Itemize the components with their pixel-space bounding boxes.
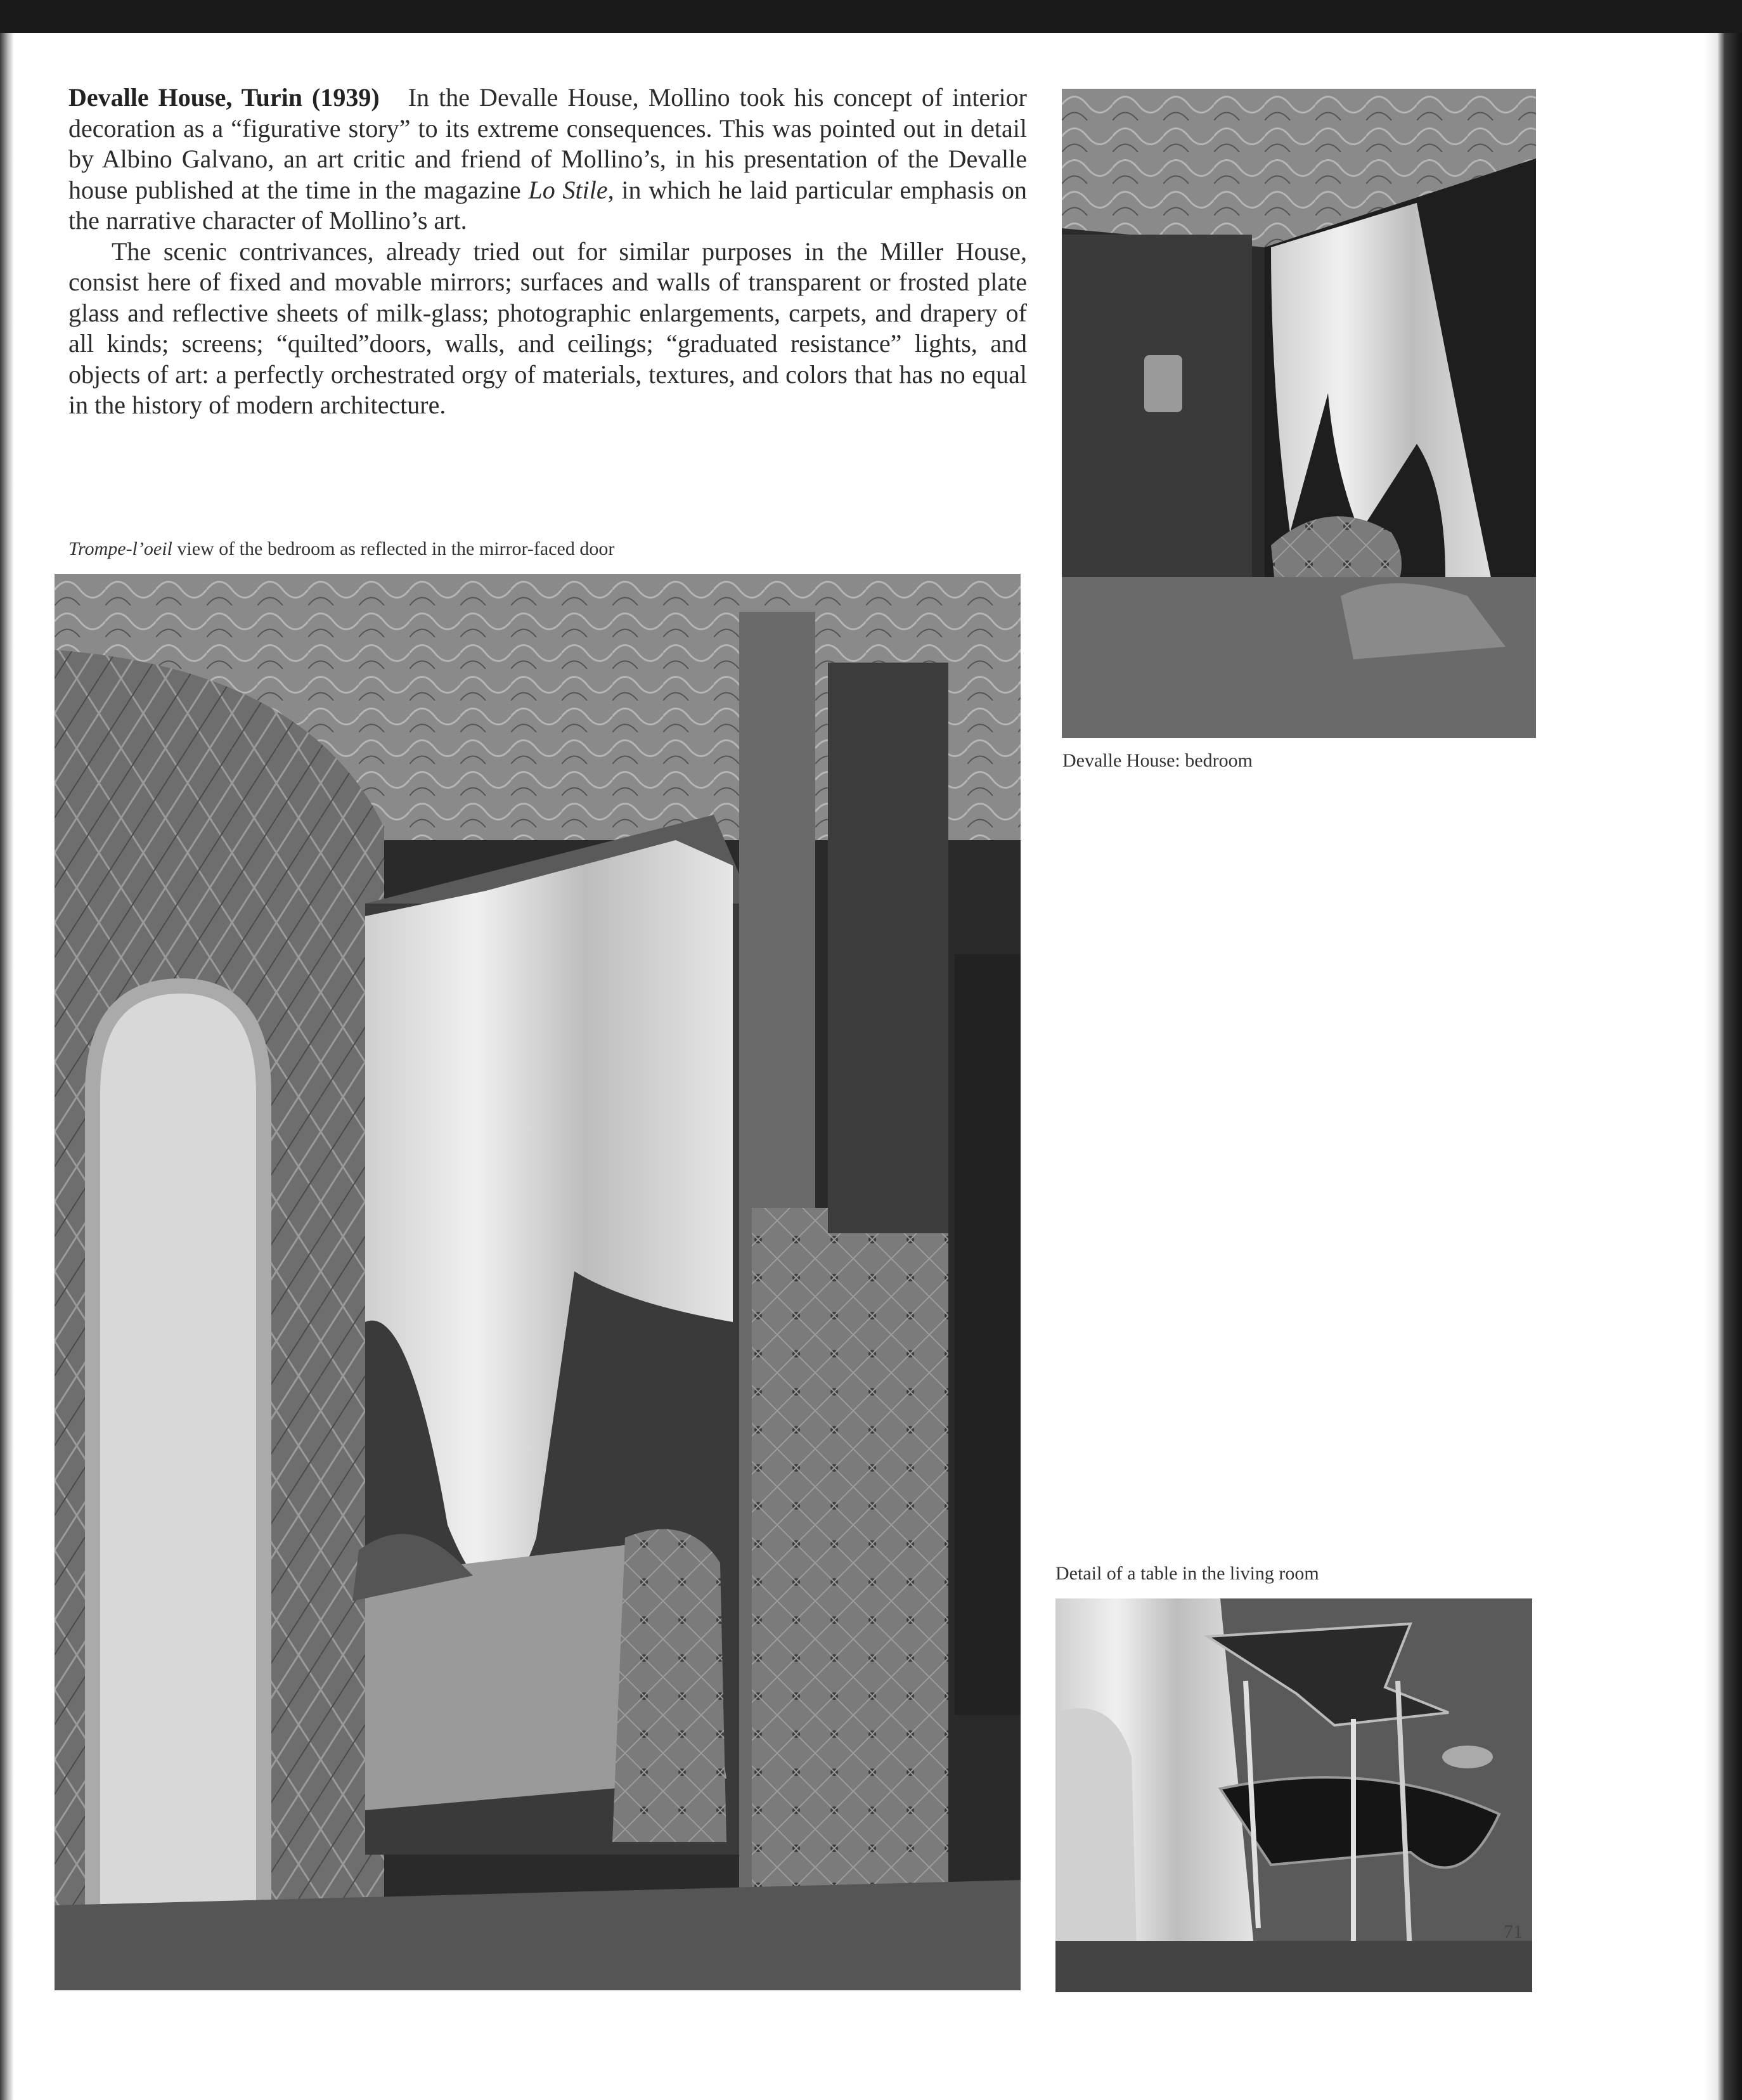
bedroom-photo bbox=[1062, 89, 1536, 738]
table-photo-caption: Detail of a table in the living room bbox=[1055, 1563, 1319, 1584]
main-photo-caption-italic: Trompe-l’oeil bbox=[68, 538, 172, 559]
scan-top-border bbox=[0, 0, 1742, 33]
article-paragraph-2: The scenic contrivances, already tried out for similar purposes in the Miller House, consist here of fixed and movable mirrors; surfaces and walls of transparent or frosted plate glass and reflective sheets of milk-glass; photographic enlargements, carpets, and drapery of all kinds; screens; “quilted”doors, walls, and ceilings; “graduated resistance” lights, and objects of art: a perfectly orchestrated orgy of materials, textures, and colors that has no equal in the history of modern architecture. bbox=[68, 237, 1027, 419]
magazine-title: Lo Stile, bbox=[528, 175, 614, 204]
table-detail-photo bbox=[1055, 1598, 1532, 1992]
table-detail-illustration bbox=[1055, 1598, 1532, 1992]
article-body bbox=[68, 82, 1027, 421]
book-page-edge bbox=[1704, 33, 1742, 2100]
book-gutter-shadow bbox=[0, 33, 14, 2100]
bedroom-photo-caption: Devalle House: bedroom bbox=[1062, 750, 1253, 771]
main-photo-caption-text: view of the bedroom as reflected in the mirror-faced door bbox=[172, 538, 615, 559]
article-paragraph-1 bbox=[68, 82, 1027, 237]
main-photo-caption bbox=[68, 538, 614, 560]
paragraph-1-end: in which he laid particular emphasis on the narrative character of Mollino’s art. bbox=[68, 175, 1028, 235]
bedroom-mirror-illustration bbox=[55, 574, 1021, 1990]
page-number: 71 bbox=[1504, 1921, 1523, 1942]
article-heading: Devalle House, Turin (1939) bbox=[68, 83, 380, 112]
bedroom-illustration bbox=[1062, 89, 1536, 738]
paragraph-1-text: In the Devalle House, Mollino took his concept of interior decoration as a “figurative story” to its extreme consequences. This was pointed out in detail by Albino Galvano, an art critic and friend of Mollino’s, in his presentation of the Devalle house published at the time in the magazine bbox=[68, 83, 1027, 204]
bedroom-mirror-photo bbox=[55, 574, 1021, 1990]
